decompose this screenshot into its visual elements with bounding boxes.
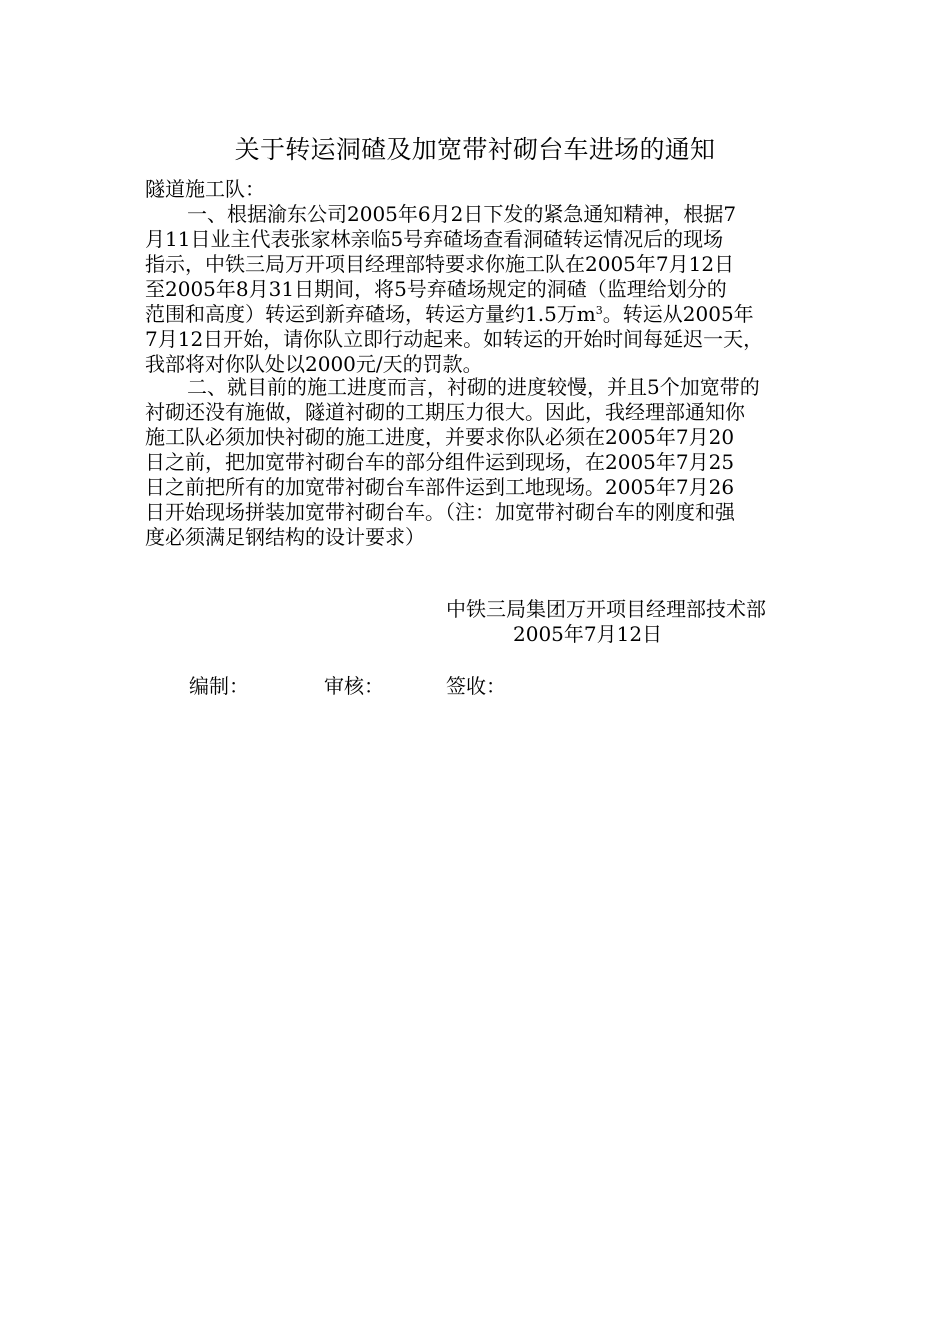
signature-date: 2005年7月12日	[513, 622, 663, 646]
signature-organization: 中铁三局集团万开项目经理部技术部	[446, 597, 766, 621]
paragraph-2-line: 二、就目前的施工进度而言，衬砌的进度较慢，并且5个加宽带的	[187, 375, 760, 399]
volume-text: 范围和高度）转运到新弃碴场，转运方量约1.5万m	[145, 302, 596, 326]
paragraph-2-line: 日开始现场拼装加宽带衬砌台车。（注：加宽带衬砌台车的刚度和强	[145, 500, 735, 524]
reviewed-by-label: 审核：	[324, 674, 384, 698]
paragraph-2-line: 日之前把所有的加宽带衬砌台车部件运到工地现场。2005年7月26	[145, 475, 735, 499]
paragraph-2	[145, 375, 810, 550]
paragraph-1-line: 一、根据渝东公司2005年6月2日下发的紧急通知精神，根据7	[187, 202, 737, 226]
compiled-by-label: 编制：	[189, 674, 249, 698]
paragraph-2-line: 日之前，把加宽带衬砌台车的部分组件运到现场，在2005年7月25	[145, 450, 735, 474]
received-by-label: 签收：	[446, 674, 506, 698]
paragraph-1-line: 我部将对你队处以2000元/天的罚款。	[145, 352, 483, 376]
paragraph-1-line: 月11日业主代表张家林亲临5号弃碴场查看洞碴转运情况后的现场	[145, 227, 724, 251]
paragraph-1-line: 指示，中铁三局万开项目经理部特要求你施工队在2005年7月12日	[145, 252, 735, 276]
paragraph-1-line-with-superscript	[145, 302, 810, 327]
cubic-superscript: 3	[595, 304, 603, 317]
paragraph-1	[145, 202, 810, 377]
document-title: 关于转运洞碴及加宽带衬砌台车进场的通知	[234, 135, 716, 164]
paragraph-2-line: 施工队必须加快衬砌的施工进度，并要求你队必须在2005年7月20	[145, 425, 735, 449]
paragraph-2-line: 衬砌还没有施做，隧道衬砌的工期压力很大。因此，我经理部通知你	[145, 400, 745, 424]
paragraph-2-line: 度必须满足钢结构的设计要求）	[145, 525, 425, 549]
salutation: 隧道施工队：	[145, 177, 265, 201]
paragraph-1-line: 至2005年8月31日期间，将5号弃碴场规定的洞碴（监理给划分的	[145, 277, 727, 301]
volume-text-after: 。转运从2005年	[602, 302, 754, 326]
paragraph-1-line: 7月12日开始，请你队立即行动起来。如转运的开始时间每延迟一天，	[145, 327, 764, 351]
